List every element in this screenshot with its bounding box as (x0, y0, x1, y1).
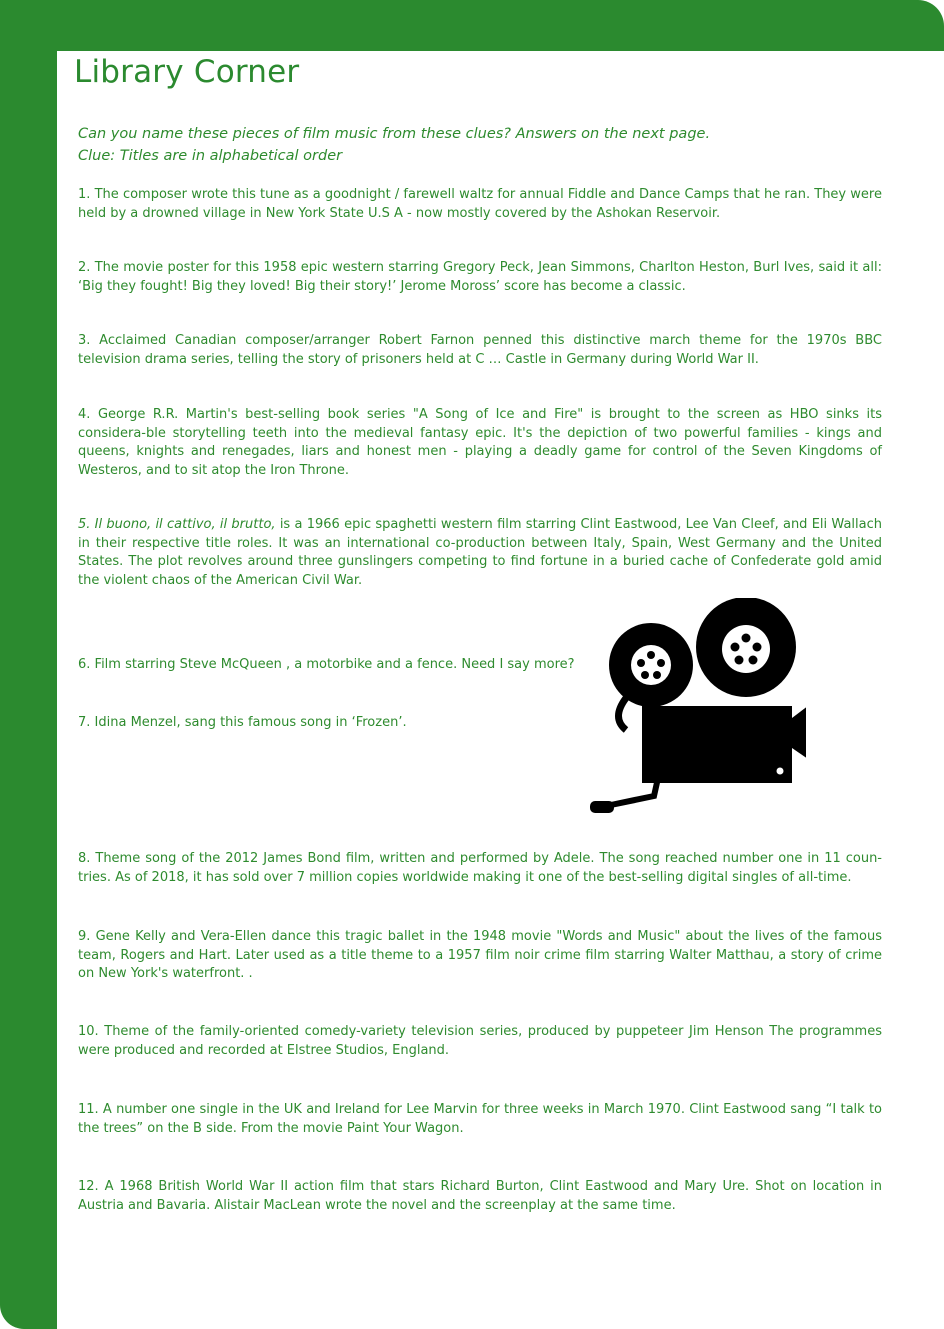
clue-1: 1. The composer wrote this tune as a goodnight / farewell waltz for annual Fiddle and Dance Camps that he ran. They were held by a drowned village in New York State U.S A - now mostly covered by the Ashokan Reservoir. (78, 187, 882, 221)
clue-2: 2. The movie poster for this 1958 epic western starring Gregory Peck, Jean Simmons, Charlton Heston, Burl Ives, said it all: ‘Big they fought! Big they loved! Big their story!’ Jerome Moross’ score has become a classic. (78, 260, 882, 294)
clue-5-film-title: 5. Il buono, il cattivo, il brutto, (78, 517, 276, 532)
intro-question: Can you name these pieces of film music from these clues? Answers on the next page. (78, 126, 711, 142)
intro (78, 123, 878, 167)
clue-4: 4. George R.R. Martin's best-selling book series "A Song of Ice and Fire" is brought to the screen as HBO sinks its considera-ble storytelling teeth into the medieval fantasy epic. It's the depiction of two powerful families - kings and queens, knights and renegades, liars and honest men - playing a deadly game for control of the Seven Kingdoms of Westeros, and to sit atop the Iron Throne. (78, 407, 882, 478)
clue-11: 11. A number one single in the UK and Ireland for Lee Marvin for three weeks in March 1970. Clint Eastwood sang “I talk to the trees” on the B side. From the movie Paint Your Wagon. (78, 1102, 882, 1136)
clue-3: 3. Acclaimed Canadian composer/arranger Robert Farnon penned this distinctive march theme for the 1970s BBC television drama series, telling the story of prisoners held at C … Castle in Germany during World War II. (78, 333, 882, 367)
clue-5 (78, 516, 882, 590)
clue-8: 8. Theme song of the 2012 James Bond film, written and performed by Adele. The song reached number one in 11 coun-tries. As of 2018, it has sold over 7 million copies worldwide making it one of the best-selling digital singles of all-time. (78, 851, 882, 885)
clue-10: 10. Theme of the family-oriented comedy-variety television series, produced by puppeteer Jim Henson The programmes were produced and recorded at Elstree Studios, England. (78, 1024, 882, 1058)
film-camera-icon (586, 598, 806, 823)
page-frame-top (0, 0, 944, 51)
clue-7: 7. Idina Menzel, sang this famous song in ‘Frozen’. (78, 715, 407, 730)
intro-clue-hint: Clue: Titles are in alphabetical order (78, 148, 343, 164)
page-title: Library Corner (74, 54, 300, 90)
clue-6: 6. Film starring Steve McQueen , a motorbike and a fence. Need I say more? (78, 657, 575, 672)
clue-9: 9. Gene Kelly and Vera-Ellen dance this tragic ballet in the 1948 movie "Words and Music" about the lives of the famous team, Rogers and Hart. Later used as a title theme to a 1957 film noir crime film starring Walter Matthau, a story of crime on New York's waterfront. . (78, 929, 882, 981)
page-frame-left (0, 0, 57, 1329)
clue-12: 12. A 1968 British World War II action film that stars Richard Burton, Clint Eastwood and Mary Ure. Shot on location in Austria and Bavaria. Alistair MacLean wrote the novel and the screenplay at the same time. (78, 1179, 882, 1213)
clue-5-text: is a 1966 epic spaghetti western film starring Clint Eastwood, Lee Van Cleef, and Eli Wallach in their respective title roles. It was an international co-production between Italy, Spain, West Germany and the United States. The plot revolves around three gunslingers competing to find fortune in a buried cache of Confederate gold amid the violent chaos of the American Civil War. (78, 517, 882, 588)
